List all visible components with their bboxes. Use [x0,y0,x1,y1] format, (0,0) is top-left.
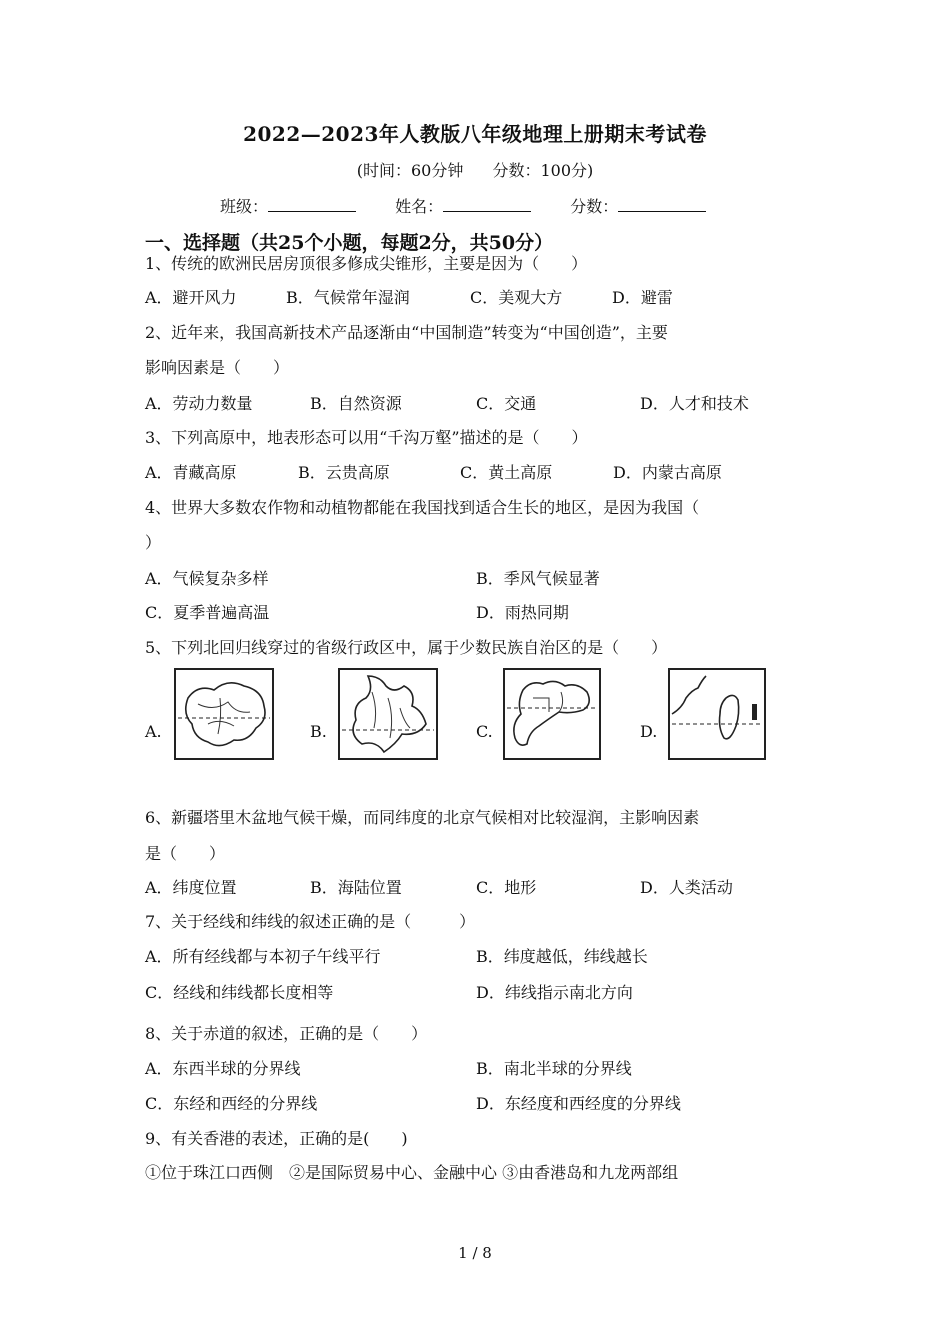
q5-option-b[interactable]: B. [310,722,327,741]
question-8-stem: 8、关于赤道的叙述，正确的是（ ） [145,1024,428,1043]
q7-option-c[interactable]: C．经线和纬线都长度相等 [145,983,334,1002]
question-4-stem-cont: ） [145,533,162,552]
q7-option-d[interactable]: D．纬线指示南北方向 [476,983,633,1002]
q6-option-b[interactable]: B．海陆位置 [310,878,402,897]
score-info: 分数：100分) [492,161,594,180]
q8-option-c[interactable]: C．东经和西经的分界线 [145,1094,318,1113]
question-3-stem: 3、下列高原中，地表形态可以用“千沟万壑”描述的是（ ） [145,428,588,447]
question-9-stem: 9、有关香港的表述，正确的是( ) [145,1129,408,1148]
question-2-stem-cont: 影响因素是（ ） [145,358,290,377]
q5-option-d[interactable]: D. [640,722,658,741]
name-field[interactable]: 姓名： [395,194,531,217]
q6-option-a[interactable]: A．纬度位置 [145,878,237,897]
q1-option-a[interactable]: A．避开风力 [145,288,237,307]
page-title: 2022—2023年人教版八年级地理上册期末考试卷 [243,122,707,146]
question-4-stem: 4、世界大多数农作物和动植物都能在我国找到适合生长的地区，是因为我国（ [145,498,700,517]
q6-option-c[interactable]: C．地形 [476,878,537,897]
map-guangdong[interactable] [503,668,601,760]
exam-subtitle [0,158,950,181]
question-9-statements: ①位于珠江口西侧 ②是国际贸易中心、金融中心 ③由香港岛和九龙两部组 [145,1163,679,1182]
q8-option-a[interactable]: A．东西半球的分界线 [145,1059,301,1078]
q2-option-b[interactable]: B．自然资源 [310,394,402,413]
q2-option-c[interactable]: C．交通 [476,394,537,413]
question-6-stem: 6、新疆塔里木盆地气候干燥，而同纬度的北京气候相对比较湿润，主影响因素 [145,808,700,827]
q4-option-a[interactable]: A．气候复杂多样 [145,569,269,588]
q7-option-a[interactable]: A．所有经线都与本初子午线平行 [145,947,381,966]
q1-option-c[interactable]: C．美观大方 [470,288,563,307]
question-5-stem: 5、下列北回归线穿过的省级行政区中，属于少数民族自治区的是（ ） [145,638,668,657]
q2-option-d[interactable]: D．人才和技术 [640,394,749,413]
q3-option-a[interactable]: A．青藏高原 [145,463,237,482]
question-1-stem: 1、传统的欧洲民居房顶很多修成尖锥形，主要是因为（ ） [145,254,588,273]
question-6-stem-cont: 是（ ） [145,844,226,863]
q1-option-b[interactable]: B．气候常年湿润 [286,288,410,307]
map-guangxi[interactable] [174,668,274,760]
q6-option-d[interactable]: D．人类活动 [640,878,733,897]
q5-option-a[interactable]: A. [145,722,162,741]
q3-option-b[interactable]: B．云贵高原 [298,463,390,482]
q8-option-d[interactable]: D．东经度和西经度的分界线 [476,1094,681,1113]
section-heading: 一、选择题（共25个小题，每题2分，共50分） [145,232,554,254]
q8-option-b[interactable]: B．南北半球的分界线 [476,1059,632,1078]
question-2-stem: 2、近年来，我国高新技术产品逐渐由“中国制造”转变为“中国创造”，主要 [145,323,668,342]
class-field[interactable]: 班级： [220,194,356,217]
question-7-stem: 7、关于经线和纬线的叙述正确的是（ ） [145,912,476,931]
student-info-fields [220,194,740,217]
q7-option-b[interactable]: B．纬度越低，纬线越长 [476,947,648,966]
q5-option-c[interactable]: C. [476,722,493,741]
page-number: 1 / 8 [458,1244,492,1262]
score-field[interactable]: 分数： [570,194,706,217]
q4-option-c[interactable]: C．夏季普遍高温 [145,603,270,622]
q1-option-d[interactable]: D．避雷 [612,288,673,307]
time-info: (时间：60分钟 [356,161,464,180]
q2-option-a[interactable]: A．劳动力数量 [145,394,253,413]
q4-option-b[interactable]: B．季风气候显著 [476,569,600,588]
map-taiwan[interactable] [668,668,766,760]
q3-option-d[interactable]: D．内蒙古高原 [613,463,722,482]
q3-option-c[interactable]: C．黄土高原 [460,463,553,482]
q4-option-d[interactable]: D．雨热同期 [476,603,569,622]
map-yunnan[interactable] [338,668,438,760]
